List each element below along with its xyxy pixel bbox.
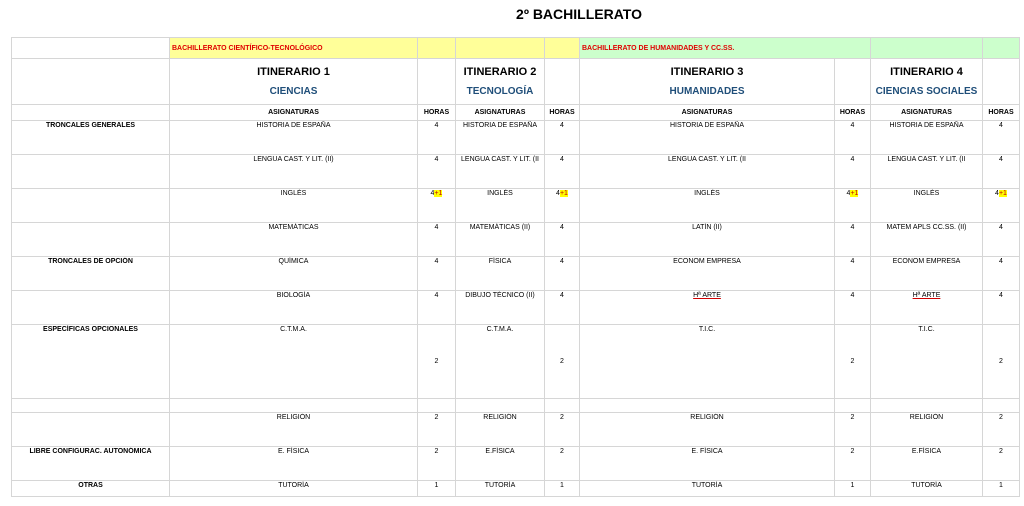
subject-cell: E.FÍSICA (871, 447, 983, 481)
blank-cell (12, 155, 170, 189)
hours-cell: 4 (545, 223, 580, 257)
table-row (12, 223, 1020, 257)
blank-cell (983, 38, 1020, 59)
itinerary-2-header (456, 59, 545, 105)
subject-cell: FÍSICA (456, 257, 545, 291)
hours-cell: 1 (835, 481, 871, 497)
blank-cell (12, 59, 170, 105)
subject-cell: E.FÍSICA (456, 447, 545, 481)
hours-cell (418, 189, 456, 223)
schedule-table (11, 37, 1020, 497)
hours-cell: 2 (983, 447, 1020, 481)
hours-value: 4 (556, 190, 560, 197)
blank-cell (418, 59, 456, 105)
hours-cell: 1 (418, 481, 456, 497)
blank-cell (545, 59, 580, 105)
hours-cell: 4 (835, 291, 871, 325)
subject-cell: C.T.M.A. (456, 325, 545, 399)
hours-cell: 4 (835, 121, 871, 155)
blank-cell (545, 399, 580, 413)
hours-cell: 2 (418, 325, 456, 399)
blank-cell (871, 38, 983, 59)
hours-cell: 4 (835, 257, 871, 291)
hours-cell: 2 (545, 325, 580, 399)
hours-cell: 2 (983, 413, 1020, 447)
table-row (12, 399, 1020, 413)
subjects-header: ASIGNATURAS (170, 105, 418, 121)
subject-cell: TUTORÍA (456, 481, 545, 497)
subject-cell: LENGUA CAST. Y LIT. (II) (170, 155, 418, 189)
hours-cell: 4 (418, 155, 456, 189)
hours-cell: 4 (418, 121, 456, 155)
blank-cell (12, 223, 170, 257)
subject-cell: TUTORÍA (580, 481, 835, 497)
hours-cell: 4 (835, 155, 871, 189)
subjects-header: ASIGNATURAS (580, 105, 835, 121)
category-label: LIBRE CONFIGURAC. AUTONÓMICA (12, 447, 170, 481)
hours-cell: 4 (545, 155, 580, 189)
blank-cell (835, 399, 871, 413)
hours-cell: 2 (545, 447, 580, 481)
blank-cell (12, 291, 170, 325)
subject-cell: DIBUJO TÉCNICO (II) (456, 291, 545, 325)
page-title: 2º BACHILLERATO (516, 6, 642, 22)
blank-cell (418, 399, 456, 413)
table-row (12, 325, 1020, 399)
itinerary-name: ITINERARIO 3 (670, 65, 744, 78)
table-row (12, 189, 1020, 223)
subject-cell: ECONOM EMPRESA (580, 257, 835, 291)
subject-cell: MATEMÁTICAS (170, 223, 418, 257)
itinerary-area: TECNOLOGÍA (466, 85, 534, 97)
blank-cell (545, 38, 580, 59)
hours-header: HORAS (418, 105, 456, 121)
subjects-header: ASIGNATURAS (871, 105, 983, 121)
subject-cell: Hª ARTE (580, 291, 835, 325)
subject-cell: QUÍMICA (170, 257, 418, 291)
subject-cell: C.T.M.A. (170, 325, 418, 399)
hours-cell: 4 (983, 155, 1020, 189)
blank-cell (418, 38, 456, 59)
subject-cell: INGLÉS (871, 189, 983, 223)
hours-cell: 4 (835, 223, 871, 257)
subjects-header: ASIGNATURAS (456, 105, 545, 121)
blank-cell (580, 399, 835, 413)
table-row (12, 447, 1020, 481)
hours-cell: 4 (418, 223, 456, 257)
hours-header: HORAS (545, 105, 580, 121)
table-row (12, 291, 1020, 325)
hours-cell: 2 (835, 325, 871, 399)
extra-hour-badge: +1 (998, 190, 1007, 197)
subject-cell: LENGUA CAST. Y LIT. (II (456, 155, 545, 189)
extra-hour-badge: +1 (434, 190, 443, 197)
table-row (12, 257, 1020, 291)
subject-cell: HISTORIA DE ESPAÑA (456, 121, 545, 155)
subject-cell: LENGUA CAST. Y LIT. (II (871, 155, 983, 189)
hours-cell: 4 (545, 291, 580, 325)
subject-cell: T.I.C. (871, 325, 983, 399)
hours-cell: 2 (835, 447, 871, 481)
subject-cell: T.I.C. (580, 325, 835, 399)
blank-cell (12, 38, 170, 59)
blank-cell (456, 399, 545, 413)
subject-cell: RELIGIÓN (871, 413, 983, 447)
subject-cell: BIOLOGÍA (170, 291, 418, 325)
subject-cell: RELIGIÓN (456, 413, 545, 447)
hours-header: HORAS (983, 105, 1020, 121)
subject-cell: RELIGIÓN (170, 413, 418, 447)
blank-cell (456, 38, 545, 59)
blank-cell (983, 59, 1020, 105)
itinerary-area: HUMANIDADES (669, 85, 745, 97)
hours-cell (835, 189, 871, 223)
blank-cell (12, 399, 170, 413)
subject-cell: HISTORIA DE ESPAÑA (871, 121, 983, 155)
itinerary-name: ITINERARIO 2 (463, 65, 537, 78)
hours-cell: 4 (418, 291, 456, 325)
hours-cell: 4 (418, 257, 456, 291)
hours-cell: 4 (983, 121, 1020, 155)
extra-hour-badge: +1 (559, 190, 568, 197)
subject-cell: E. FÍSICA (170, 447, 418, 481)
subject-cell: INGLÉS (456, 189, 545, 223)
subject-cell: TUTORÍA (170, 481, 418, 497)
hours-header: HORAS (835, 105, 871, 121)
subject-cell: HISTORIA DE ESPAÑA (580, 121, 835, 155)
table-row (12, 481, 1020, 497)
hours-cell: 2 (835, 413, 871, 447)
blank-cell (871, 399, 983, 413)
hours-cell (983, 189, 1020, 223)
hours-cell: 4 (545, 121, 580, 155)
program-humanities: BACHILLERATO DE HUMANIDADES Y CC.SS. (580, 38, 871, 59)
itinerary-name: ITINERARIO 4 (890, 65, 963, 78)
hours-cell: 4 (983, 223, 1020, 257)
itinerary-area: CIENCIAS SOCIALES (875, 85, 978, 97)
hours-cell: 2 (418, 413, 456, 447)
subject-cell: RELIGIÓN (580, 413, 835, 447)
itinerary-1-header (170, 59, 418, 105)
hours-cell: 4 (983, 257, 1020, 291)
hours-value: 4 (430, 190, 435, 197)
itinerary-name: ITINERARIO 1 (257, 65, 330, 78)
blank-cell (12, 189, 170, 223)
subject-cell: INGLÉS (580, 189, 835, 223)
hours-cell: 2 (983, 325, 1020, 399)
itinerary-3-header (580, 59, 835, 105)
hours-cell: 2 (418, 447, 456, 481)
hours-cell: 4 (983, 291, 1020, 325)
hours-value: 4 (846, 190, 851, 197)
hours-cell: 2 (545, 413, 580, 447)
category-label: TRONCALES DE OPCIÓN (12, 257, 170, 291)
itinerary-area: CIENCIAS (269, 85, 318, 97)
extra-hour-badge: +1 (850, 190, 859, 197)
category-label: TRONCALES GENERALES (12, 121, 170, 155)
itinerary-4-header (871, 59, 983, 105)
subject-cell: LATÍN (II) (580, 223, 835, 257)
table-row (12, 413, 1020, 447)
blank-cell (12, 105, 170, 121)
hours-cell: 1 (545, 481, 580, 497)
blank-cell (835, 59, 871, 105)
table-row (12, 121, 1020, 155)
subject-cell: ECONOM EMPRESA (871, 257, 983, 291)
subject-cell: MATEM APLS CC.SS. (II) (871, 223, 983, 257)
blank-cell (12, 413, 170, 447)
subject-cell: E. FÍSICA (580, 447, 835, 481)
program-scientific: BACHILLERATO CIENTÍFICO-TECNOLÓGICO (170, 38, 418, 59)
blank-cell (170, 399, 418, 413)
hours-cell (545, 189, 580, 223)
hours-value: 4 (995, 190, 999, 197)
hours-cell: 1 (983, 481, 1020, 497)
hours-cell: 4 (545, 257, 580, 291)
category-label: ESPECÍFICAS OPCIONALES (12, 325, 170, 399)
subject-cell: HISTORIA DE ESPAÑA (170, 121, 418, 155)
subject-cell: Hª ARTE (871, 291, 983, 325)
category-label: OTRAS (12, 481, 170, 497)
blank-cell (983, 399, 1020, 413)
subject-cell: MATEMÁTICAS (II) (456, 223, 545, 257)
table-row (12, 155, 1020, 189)
subject-cell: TUTORÍA (871, 481, 983, 497)
subject-cell: LENGUA CAST. Y LIT. (II (580, 155, 835, 189)
subject-cell: INGLÉS (170, 189, 418, 223)
